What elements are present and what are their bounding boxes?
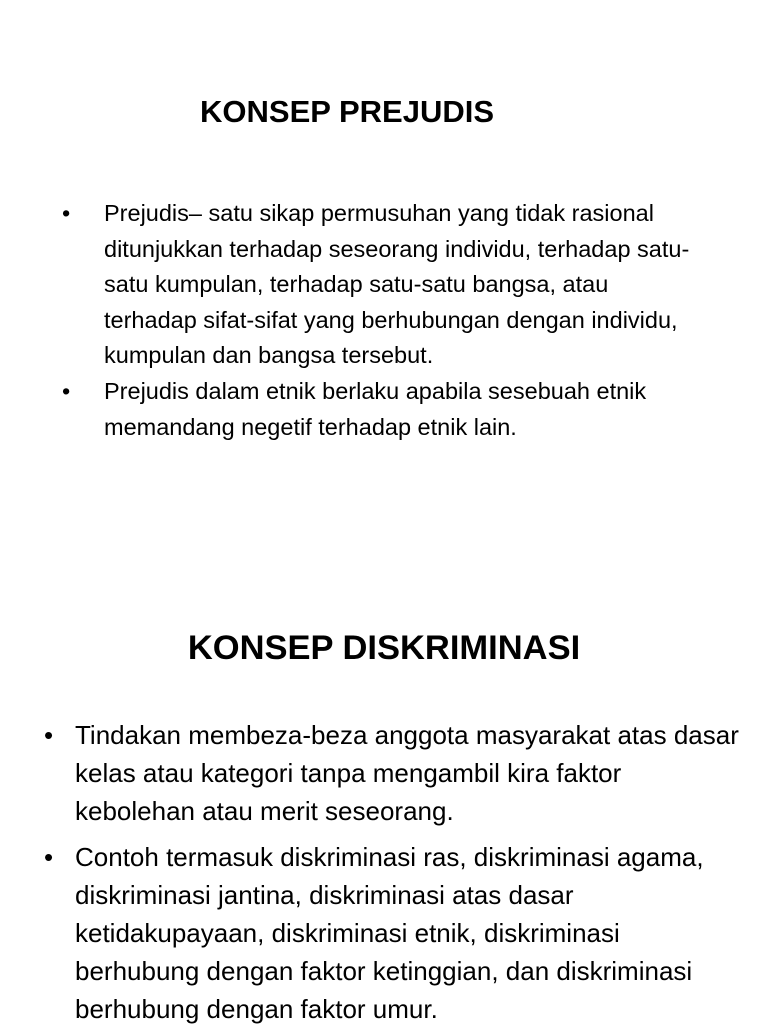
bullet-text: Contoh termasuk diskriminasi ras, diskriminasi agama, diskriminasi jantina, diskriminasi atas dasar ketidakupayaan, diskriminasi etnik, diskriminasi berhubung dengan faktor ketinggian, dan diskriminasi berhubung dengan faktor umur. — [75, 842, 704, 1024]
bullet-text: Prejudis dalam etnik berlaku apabila sesebuah etnik memandang negetif terhadap etnik lain. — [104, 377, 647, 440]
bullet-list — [62, 196, 702, 445]
list-item — [62, 374, 702, 445]
bullet-icon: • — [62, 200, 71, 226]
slide-diskriminasi — [0, 560, 768, 1024]
bullet-icon: • — [44, 842, 54, 872]
bullet-text: Prejudis– satu sikap permusuhan yang tidak rasional ditunjukkan terhadap seseorang individu, terhadap satu-satu kumpulan, terhadap satu-satu bangsa, atau terhadap sifat-sifat yang berhubungan dengan individu, kumpulan dan bangsa tersebut. — [104, 200, 690, 369]
slide-title: KONSEP PREJUDIS — [200, 94, 495, 129]
bullet-list — [44, 716, 744, 1036]
slide-title: KONSEP DISKRIMINASI — [187, 629, 581, 667]
list-item — [44, 838, 744, 1028]
bullet-icon: • — [62, 377, 71, 404]
bullet-text: Tindakan membeza-beza anggota masyarakat atas dasar kelas atau kategori tanpa mengambil kira faktor kebolehan atau merit seseorang. — [75, 720, 739, 826]
list-item — [62, 196, 702, 374]
list-item — [44, 716, 744, 830]
bullet-icon: • — [44, 720, 54, 750]
